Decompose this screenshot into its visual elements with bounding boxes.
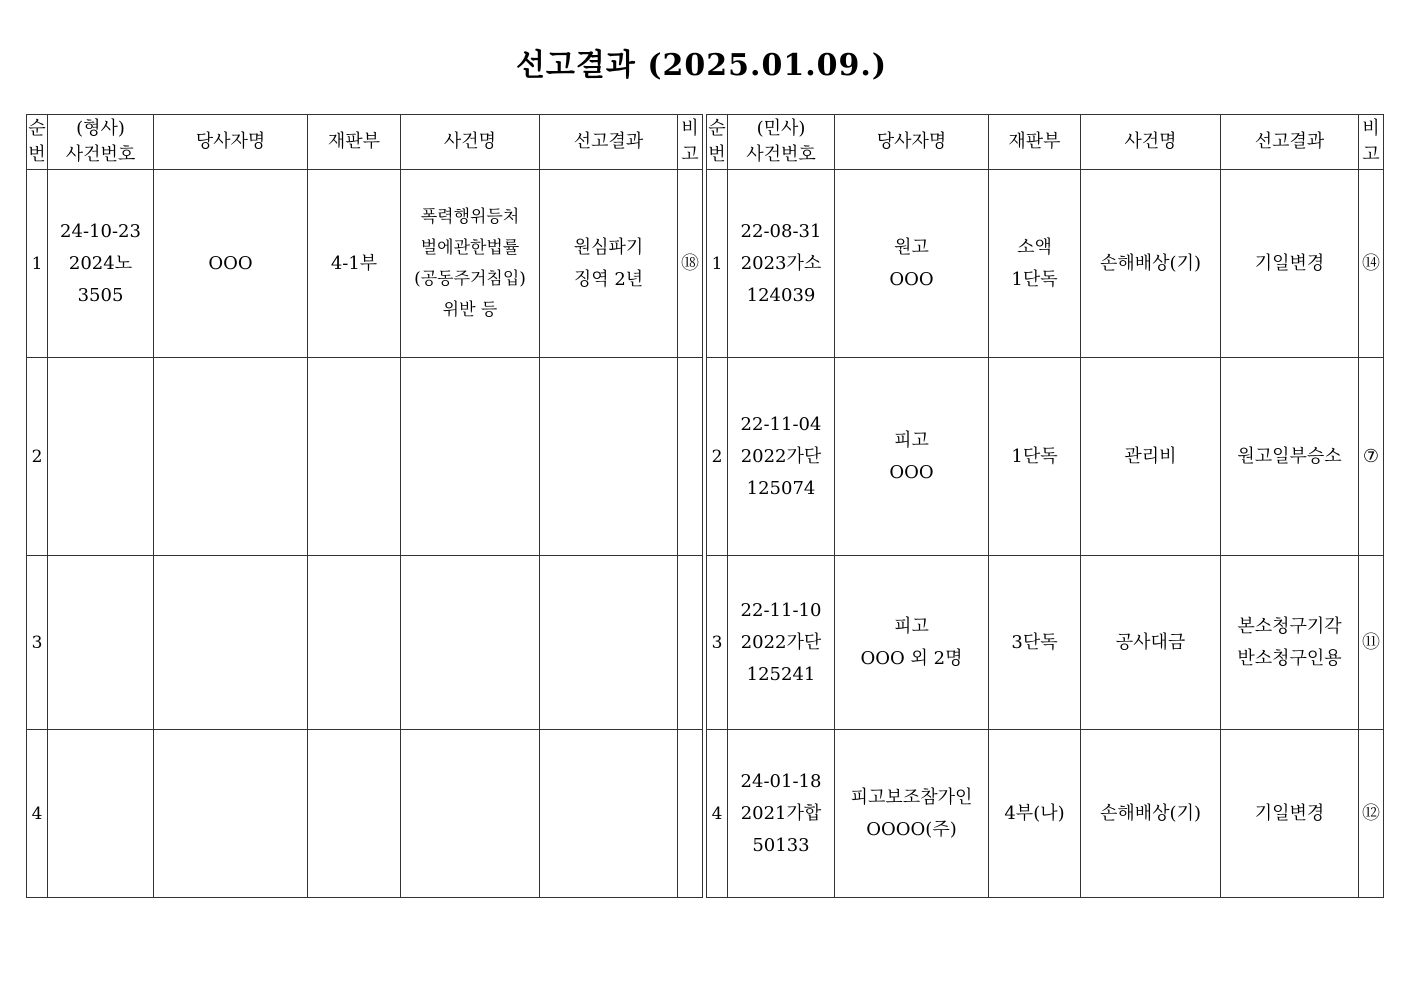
col-header-result: 선고결과 (1221, 115, 1359, 170)
table-row (27, 730, 703, 898)
case-name: 손해배상(기) (1081, 170, 1221, 358)
party-name: 피고 OOO 외 2명 (835, 556, 989, 730)
note (678, 730, 703, 898)
civil-results-table (706, 114, 1384, 898)
party-name: OOO (154, 170, 308, 358)
col-header-party: 당사자명 (154, 115, 308, 170)
case-number (48, 556, 154, 730)
note: ⑪ (1359, 556, 1384, 730)
row-number: 4 (707, 730, 728, 898)
table-row (27, 556, 703, 730)
case-number (48, 358, 154, 556)
division: 1단독 (989, 358, 1081, 556)
party-name: 피고보조참가인 OOOO(주) (835, 730, 989, 898)
case-number: 22-08-31 2023가소 124039 (728, 170, 835, 358)
table-row (707, 358, 1384, 556)
col-header-result: 선고결과 (540, 115, 678, 170)
row-number: 4 (27, 730, 48, 898)
case-number: 22-11-10 2022가단 125241 (728, 556, 835, 730)
criminal-results-table (26, 114, 703, 898)
case-name: 폭력행위등처 벌에관한법률 (공동주거침입) 위반 등 (401, 170, 540, 358)
party-name (154, 556, 308, 730)
division (308, 358, 401, 556)
col-header-case-name: 사건명 (401, 115, 540, 170)
case-name (401, 730, 540, 898)
note (678, 556, 703, 730)
col-header-note: 비 고 (678, 115, 703, 170)
case-name: 관리비 (1081, 358, 1221, 556)
case-name: 공사대금 (1081, 556, 1221, 730)
header-row (27, 115, 703, 170)
row-number: 3 (707, 556, 728, 730)
col-header-division: 재판부 (989, 115, 1081, 170)
col-header-note: 비 고 (1359, 115, 1384, 170)
table-row (27, 358, 703, 556)
verdict-result: 원심파기 징역 2년 (540, 170, 678, 358)
page-title: 선고결과 (2025.01.09.) (515, 48, 888, 83)
case-name: 손해배상(기) (1081, 730, 1221, 898)
case-name (401, 556, 540, 730)
col-header-case-name: 사건명 (1081, 115, 1221, 170)
row-number: 3 (27, 556, 48, 730)
table-row (707, 170, 1384, 358)
col-header-case-no: (민사) 사건번호 (728, 115, 835, 170)
note: ⑫ (1359, 730, 1384, 898)
party-name (154, 730, 308, 898)
verdict-result: 본소청구기각 반소청구인용 (1221, 556, 1359, 730)
division (308, 556, 401, 730)
case-name (401, 358, 540, 556)
division: 4부(나) (989, 730, 1081, 898)
division (308, 730, 401, 898)
note: ⑭ (1359, 170, 1384, 358)
col-header-no: 순 번 (27, 115, 48, 170)
verdict-result: 기일변경 (1221, 170, 1359, 358)
col-header-no: 순 번 (707, 115, 728, 170)
case-number (48, 730, 154, 898)
row-number: 2 (707, 358, 728, 556)
case-number: 24-10-23 2024노 3505 (48, 170, 154, 358)
party-name: 피고 OOO (835, 358, 989, 556)
party-name: 원고 OOO (835, 170, 989, 358)
verdict-result (540, 730, 678, 898)
note (678, 358, 703, 556)
verdict-result: 원고일부승소 (1221, 358, 1359, 556)
col-header-party: 당사자명 (835, 115, 989, 170)
table-row (707, 556, 1384, 730)
division: 4-1부 (308, 170, 401, 358)
note: ⑦ (1359, 358, 1384, 556)
col-header-division: 재판부 (308, 115, 401, 170)
verdict-result: 기일변경 (1221, 730, 1359, 898)
table-row (707, 730, 1384, 898)
verdict-result (540, 556, 678, 730)
table-row (27, 170, 703, 358)
case-number: 24-01-18 2021가합 50133 (728, 730, 835, 898)
party-name (154, 358, 308, 556)
row-number: 2 (27, 358, 48, 556)
header-row (707, 115, 1384, 170)
col-header-case-no: (형사) 사건번호 (48, 115, 154, 170)
note: ⑱ (678, 170, 703, 358)
verdict-result (540, 358, 678, 556)
row-number: 1 (707, 170, 728, 358)
row-number: 1 (27, 170, 48, 358)
case-number: 22-11-04 2022가단 125074 (728, 358, 835, 556)
division: 3단독 (989, 556, 1081, 730)
division: 소액 1단독 (989, 170, 1081, 358)
